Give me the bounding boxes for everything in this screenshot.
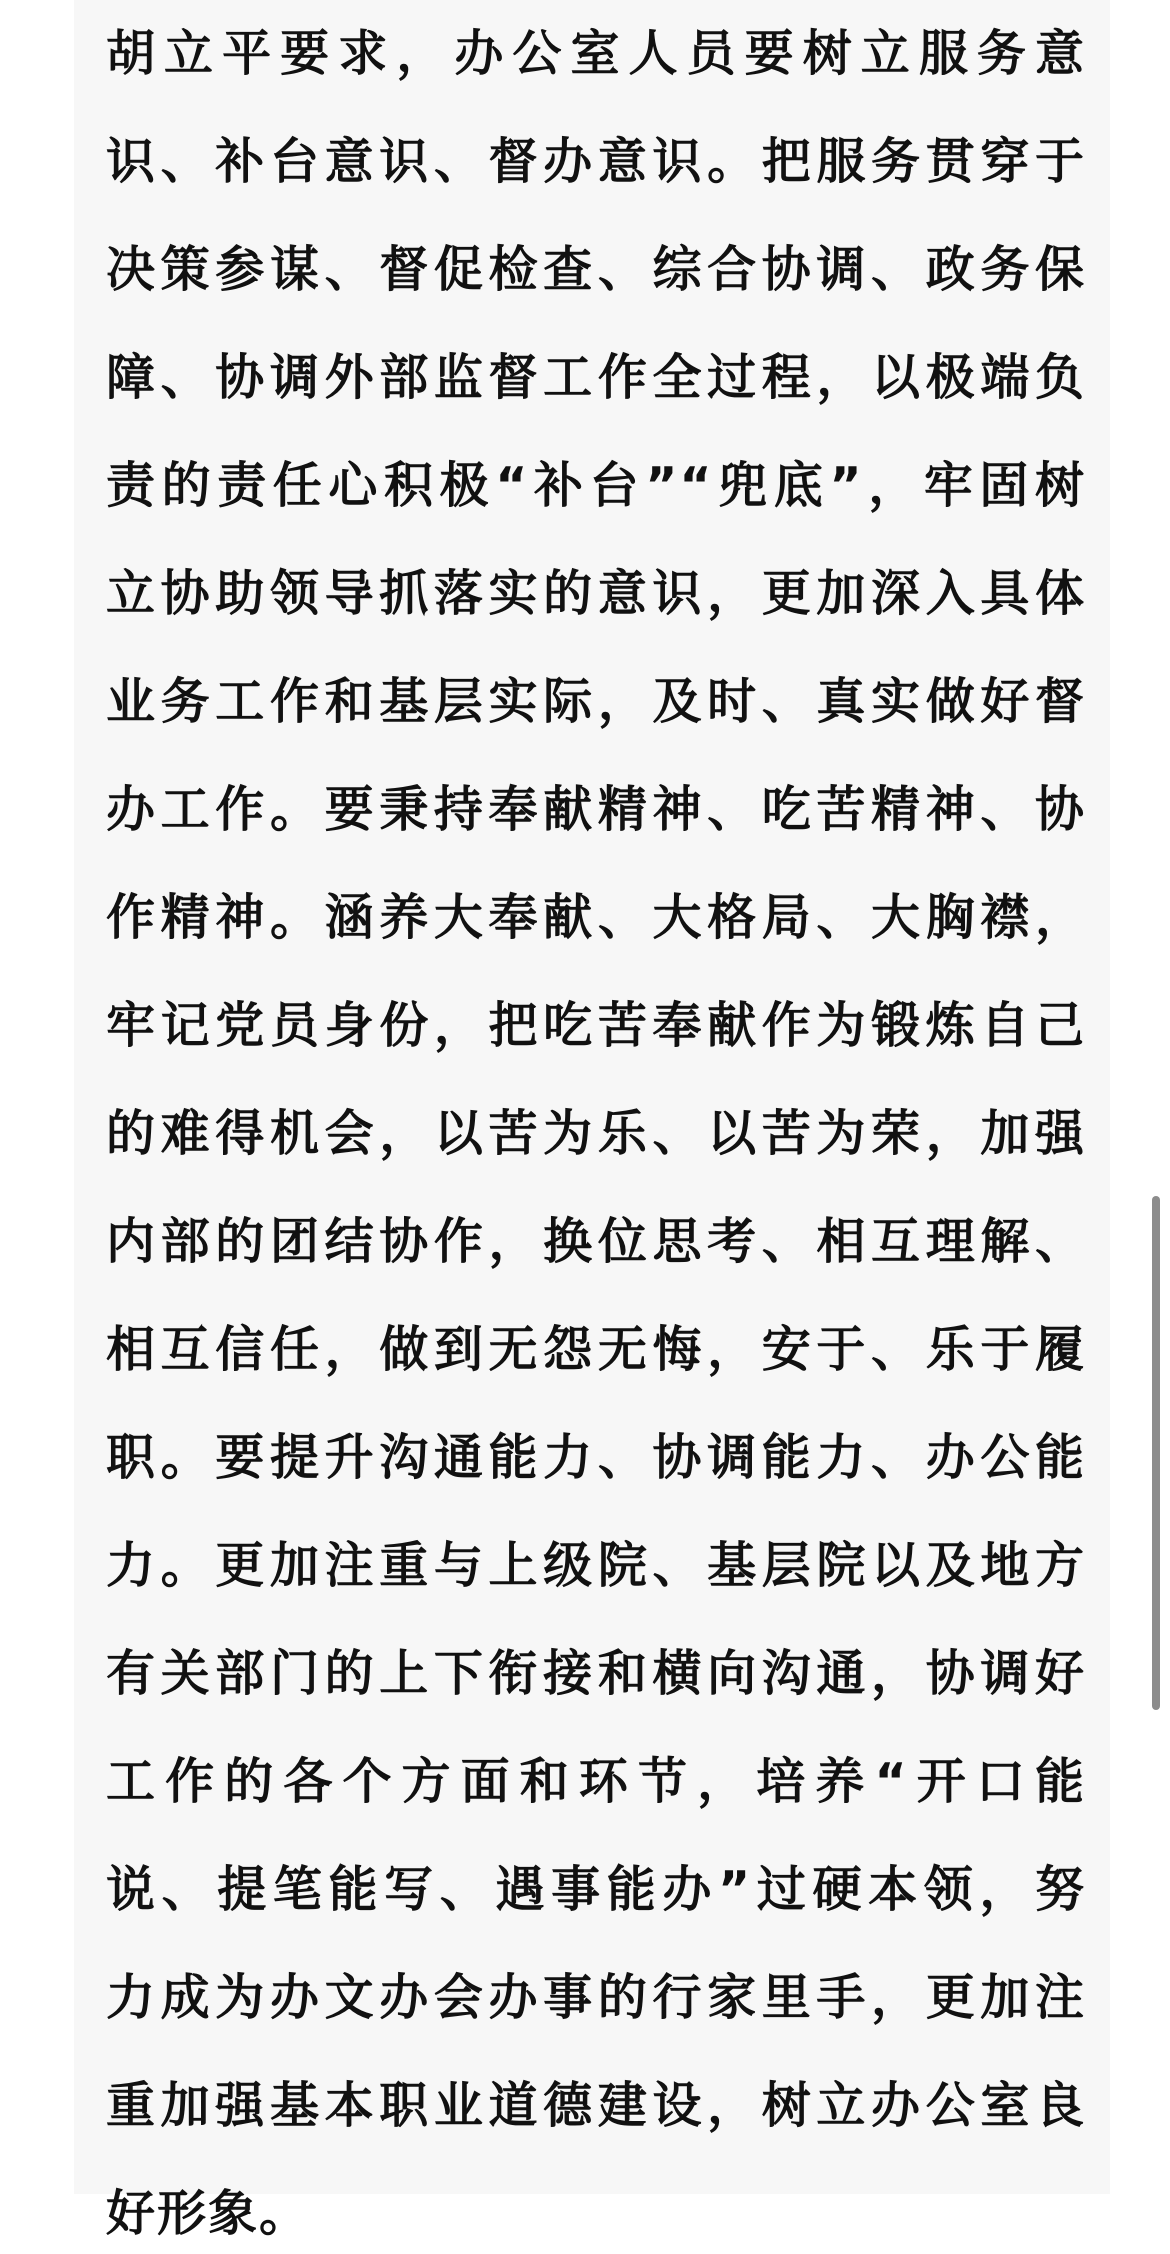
article-line: 责的责任心积极“补台”“兜底”，牢固树 <box>106 457 1086 514</box>
article-line: 立协助领导抓落实的意识，更加深入具体 <box>106 565 1086 622</box>
article-line: 职。要提升沟通能力、协调能力、办公能 <box>106 1429 1086 1486</box>
article-line: 有关部门的上下衔接和横向沟通，协调好 <box>106 1645 1086 1702</box>
article-line: 内部的团结协作，换位思考、相互理解、 <box>106 1213 1086 1270</box>
scrollbar-thumb[interactable] <box>1152 1196 1160 1710</box>
article-line: 工作的各个方面和环节，培养“开口能 <box>106 1753 1086 1810</box>
article-line: 决策参谋、督促检查、综合协调、政务保 <box>106 241 1086 298</box>
article-line: 好形象。 <box>106 2185 311 2242</box>
article-line: 的难得机会，以苦为乐、以苦为荣，加强 <box>106 1105 1086 1162</box>
article-line: 胡立平要求，办公室人员要树立服务意 <box>106 25 1086 82</box>
article-line: 相互信任，做到无怨无悔，安于、乐于履 <box>106 1321 1086 1378</box>
article-line: 作精神。涵养大奉献、大格局、大胸襟， <box>106 889 1086 946</box>
article-line: 障、协调外部监督工作全过程，以极端负 <box>106 349 1086 406</box>
article-line: 业务工作和基层实际，及时、真实做好督 <box>106 673 1086 730</box>
article-line: 重加强基本职业道德建设，树立办公室良 <box>106 2077 1086 2134</box>
scrollbar[interactable] <box>1150 0 1162 2194</box>
article-line: 办工作。要秉持奉献精神、吃苦精神、协 <box>106 781 1086 838</box>
article-line: 力。更加注重与上级院、基层院以及地方 <box>106 1537 1086 1594</box>
article-line: 牢记党员身份，把吃苦奉献作为锻炼自己 <box>106 997 1086 1054</box>
article-line: 识、补台意识、督办意识。把服务贯穿于 <box>106 133 1086 190</box>
article-line: 力成为办文办会办事的行家里手，更加注 <box>106 1969 1086 2026</box>
article-line: 说、提笔能写、遇事能办”过硬本领，努 <box>106 1861 1086 1918</box>
